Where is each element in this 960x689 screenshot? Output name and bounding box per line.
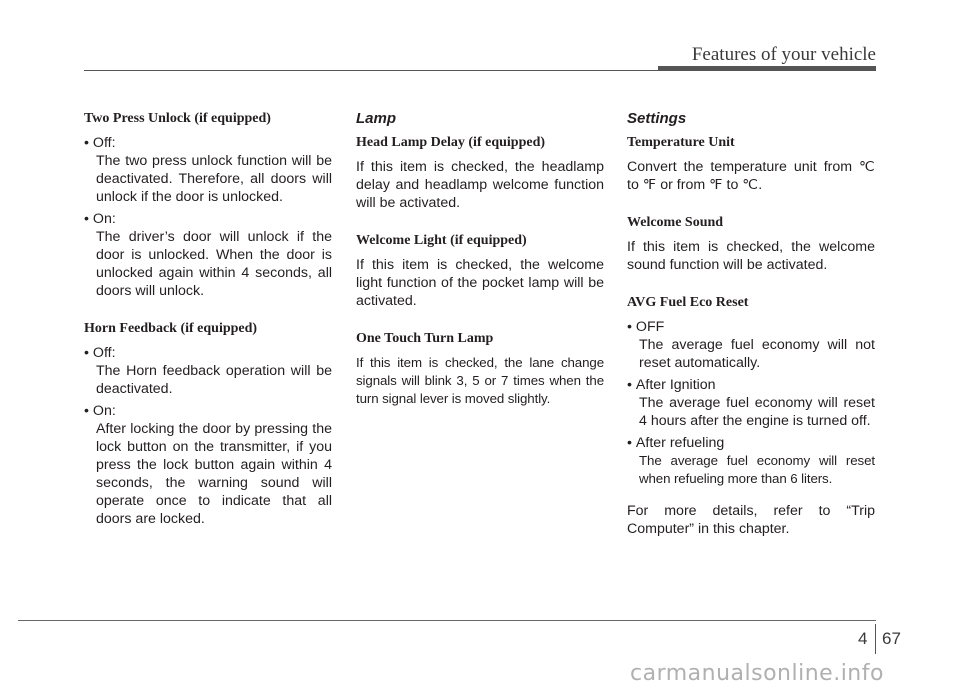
horn-on-label: • On: [84,403,116,419]
horn-off-label: • Off: [84,345,116,361]
header-rule [84,70,876,71]
avg-refuel-text: The average fuel economy will reset when refueling more than 6 liters. [639,453,875,486]
avg-off-label: • OFF [627,319,664,335]
avg-ignition-text: The average fuel economy will reset 4 hours after the engine is turned off. [639,395,875,429]
one-touch-heading: One Touch Turn Lamp [356,331,494,346]
two-press-heading: Two Press Unlock (if equipped) [84,111,271,126]
head-lamp-delay-text: If this item is checked, the headlamp delay and headlamp welcome function will be activated. [356,159,604,211]
avg-fuel-reset-heading: AVG Fuel Eco Reset [627,295,749,310]
welcome-light-heading: Welcome Light (if equipped) [356,233,527,248]
bullet-item [627,434,875,452]
avg-off-text: The average fuel economy will not reset automatically. [639,337,875,371]
bullet-item [84,134,332,152]
two-press-off-text: The two press unlock function will be deactivated. Therefore, all doors will unlock if the door is unlocked. [96,153,332,205]
avg-refuel-label: • After refueling [627,435,724,451]
lamp-section-title: Lamp [356,110,397,127]
page-number-divider [875,624,876,654]
watermark: carmanualsonline.info [630,661,884,686]
page-number: 67 [882,629,901,648]
head-lamp-delay-heading: Head Lamp Delay (if equipped) [356,135,546,150]
bullet-item [84,344,332,362]
avg-ignition-label: • After Ignition [627,377,716,393]
temperature-unit-heading: Temperature Unit [627,135,735,150]
column-left [84,110,332,528]
bullet-item [627,318,875,336]
page-header-title: Features of your vehicle [691,44,876,65]
one-touch-text: If this item is checked, the lane change signals will blink 3, 5 or 7 times when the turn signal lever is moved slightly. [356,355,604,406]
bullet-item [84,402,332,420]
horn-on-text: After locking the door by pressing the lock button on the transmitter, if you press the lock button again within 4 seconds, the warning sound will operate once to indicate that all doors are locked. [96,421,332,527]
more-details-text: For more details, refer to “Trip Computer” in this chapter. [627,503,875,537]
horn-feedback-heading: Horn Feedback (if equipped) [84,321,258,336]
column-middle [356,110,604,408]
two-press-on-text: The driver’s door will unlock if the door is unlocked. When the door is unlocked again within 4 seconds, all doors will unlock. [96,229,332,299]
welcome-light-text: If this item is checked, the welcome light function of the pocket lamp will be activated. [356,257,604,309]
two-press-on-label: • On: [84,211,116,227]
two-press-off-label: • Off: [84,135,116,151]
settings-section-title: Settings [627,110,687,127]
temperature-unit-text: Convert the temperature unit from ℃ to ℉ or from ℉ to ℃. [627,159,875,193]
horn-off-text: The Horn feedback operation will be deactivated. [96,363,332,397]
column-right [627,110,875,538]
chapter-number: 4 [858,629,868,648]
welcome-sound-text: If this item is checked, the welcome sound function will be activated. [627,239,875,273]
bullet-item [627,376,875,394]
footer-rule [18,620,876,621]
bullet-item [84,210,332,228]
welcome-sound-heading: Welcome Sound [627,215,724,230]
